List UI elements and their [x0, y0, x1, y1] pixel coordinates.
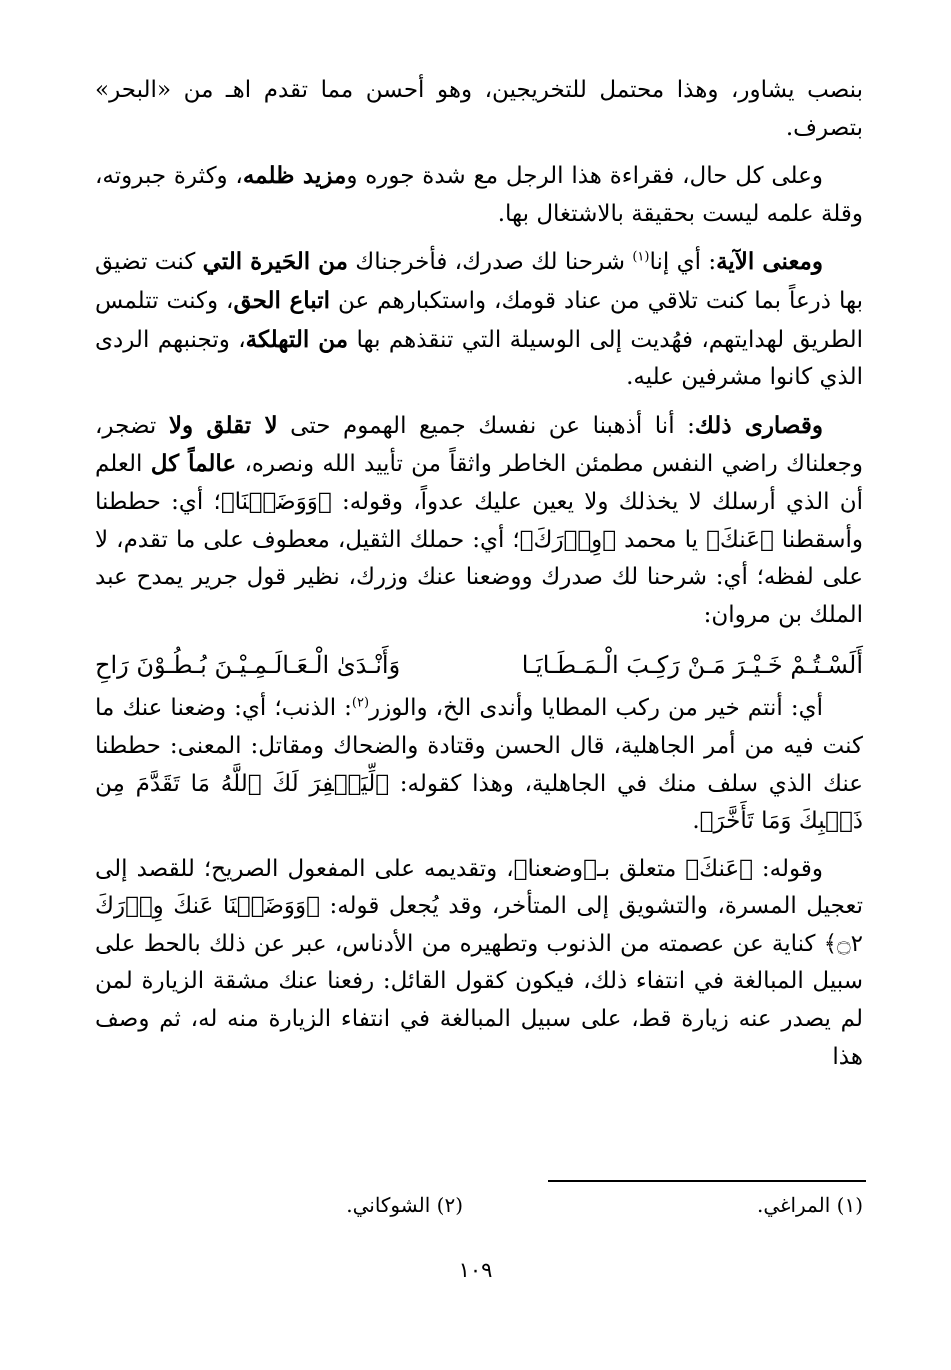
paragraphs-before-verse — [95, 72, 863, 634]
footnote-1 — [757, 1190, 863, 1220]
text-segment: : أنا أذهبنا عن نفسك جميع الهموم حتى — [277, 412, 695, 439]
poetry-verse — [95, 644, 863, 686]
page-number: ١٠٩ — [458, 1258, 493, 1282]
footnote-text: المراغي. — [756, 1193, 831, 1217]
bold-phrase: ومعنى الآية — [716, 248, 823, 276]
text-segment: وعلى كل حال، فقراءة هذا الرجل مع شدة جوره و — [346, 163, 823, 190]
text-segment: أي: أنتم خير من ركب المطايا وأندى الخ، والوزر — [369, 695, 823, 722]
footnote-divider — [548, 1180, 866, 1182]
main-text — [95, 72, 863, 1086]
text-segment: تضجر، وجعلناك راضي النفس مطمئن الخاطر واثقاً من تأييد الله ونصره، — [95, 412, 863, 478]
bold-phrase: لا تقلق ولا — [168, 411, 278, 439]
text-segment: ، وكنت تتلمس الطريق لهدايتهم، فهُديت إلى الوسيلة التي تنقذهم بها — [95, 287, 863, 353]
paragraph-p6 — [95, 851, 863, 1077]
bold-phrase: مزيد ظلمه — [242, 162, 347, 190]
text-segment: بنصب يشاور، وهذا محتمل للتخريجين، وهو أحسن مما تقدم اهـ من «البحر» بتصرف. — [95, 77, 863, 141]
text-segment: وقوله: ﴿عَنكَ﴾ متعلق بـ﴿وضعنا﴾، وتقديمه على المفعول الصريح؛ للقصد إلى تعجيل المسرة، والتشويق إلى المتأخر، وقد يُجعل قوله: ﴿وَوَضَعۡنَا عَنكَ وِزۡرَكَ ۝٢﴾ كناية عن عصمته من الذنوب وتطهيره من الأدناس، عبر عن ذلك بالحط على سبيل المبالغة في انتفاء ذلك، فيكون كقول القائل: رفعنا عنك مشقة الزيارة لمن لم يصدر عنه زيارة قط، على سبيل المبالغة في انتفاء الزيارة منه له، ثم وصف هذا — [95, 855, 863, 1070]
verse-right-hemistich: أَلَسْـتُـمْ خَـيْـرَ مَـنْ رَكِـبَ الْـمَـطَـايَـا — [521, 651, 863, 680]
bold-phrase: من الحَيرة التي — [202, 248, 348, 276]
text-segment: كنت تضيق بها ذرعاً بما كنت تلاقي من عناد قومك، واستكبارهم عن — [95, 249, 863, 314]
verse-left-hemistich: وَأَنْـدَىٰ الْـعَـالَـمِـيْـنَ بُـطُـوْنَ رَاحِ — [95, 651, 401, 680]
text-segment: ، وكثرة جبروته، وقلة علمه ليست بحقيقة بالاشتغال بها. — [95, 163, 863, 227]
paragraphs-after-verse — [95, 690, 863, 1076]
footnote-2 — [346, 1190, 463, 1220]
text-segment: العلم أن الذي أرسلك لا يخذلك ولا يعين عليك عدواً، وقوله: ﴿وَوَضَعۡنَا﴾؛ أي: حططنا وأسقطنا ﴿عَنكَ﴾ يا محمد ﴿وِزۡرَكَ﴾؛ أي: حملك الثقيل، معطوف على ما تقدم، لا على لفظه؛ أي: شرحنا لك صدرك ووضعنا عنك وزرك، نظير قول جرير يمدح عبد الملك بن مروان: — [95, 451, 863, 628]
footnotes — [95, 1190, 863, 1220]
footnote-ref: (١) — [632, 249, 650, 265]
paragraph-p2 — [95, 157, 863, 233]
bold-phrase: اتباع الحق — [233, 286, 331, 314]
paragraph-p4 — [95, 407, 863, 635]
paragraph-p1 — [95, 72, 863, 147]
text-segment: : أي إنا — [649, 249, 717, 276]
footnote-marker: (٢) — [436, 1193, 463, 1217]
bold-phrase: وقصارى ذلك — [694, 411, 823, 439]
bold-phrase: من التهلكة — [245, 325, 349, 353]
footnote-ref: (٢) — [351, 695, 370, 711]
bold-phrase: عالماً كل — [150, 450, 237, 478]
footnote-text: الشوكاني. — [346, 1193, 431, 1217]
paragraph-p3 — [95, 243, 863, 396]
text-segment: شرحنا لك صدرك، فأخرجناك — [347, 249, 633, 276]
text-segment: : الذنب؛ أي: وضعنا عنك ما كنت فيه من أمر الجاهلية، قال الحسن وقتادة والضحاك ومقاتل: المعنى: حططنا عنك الذي سلف منك في الجاهلية، وهذا كقوله: ﴿لِّيَغۡفِرَ لَكَ ٱللَّهُ مَا تَقَدَّمَ مِن ذَنۢبِكَ وَمَا تَأَخَّرَ﴾. — [95, 695, 863, 835]
text-segment: ، وتجنبهم الردى الذي كانوا مشرفين عليه. — [95, 326, 863, 391]
footnote-marker: (١) — [836, 1193, 863, 1217]
paragraph-p5 — [95, 690, 863, 840]
